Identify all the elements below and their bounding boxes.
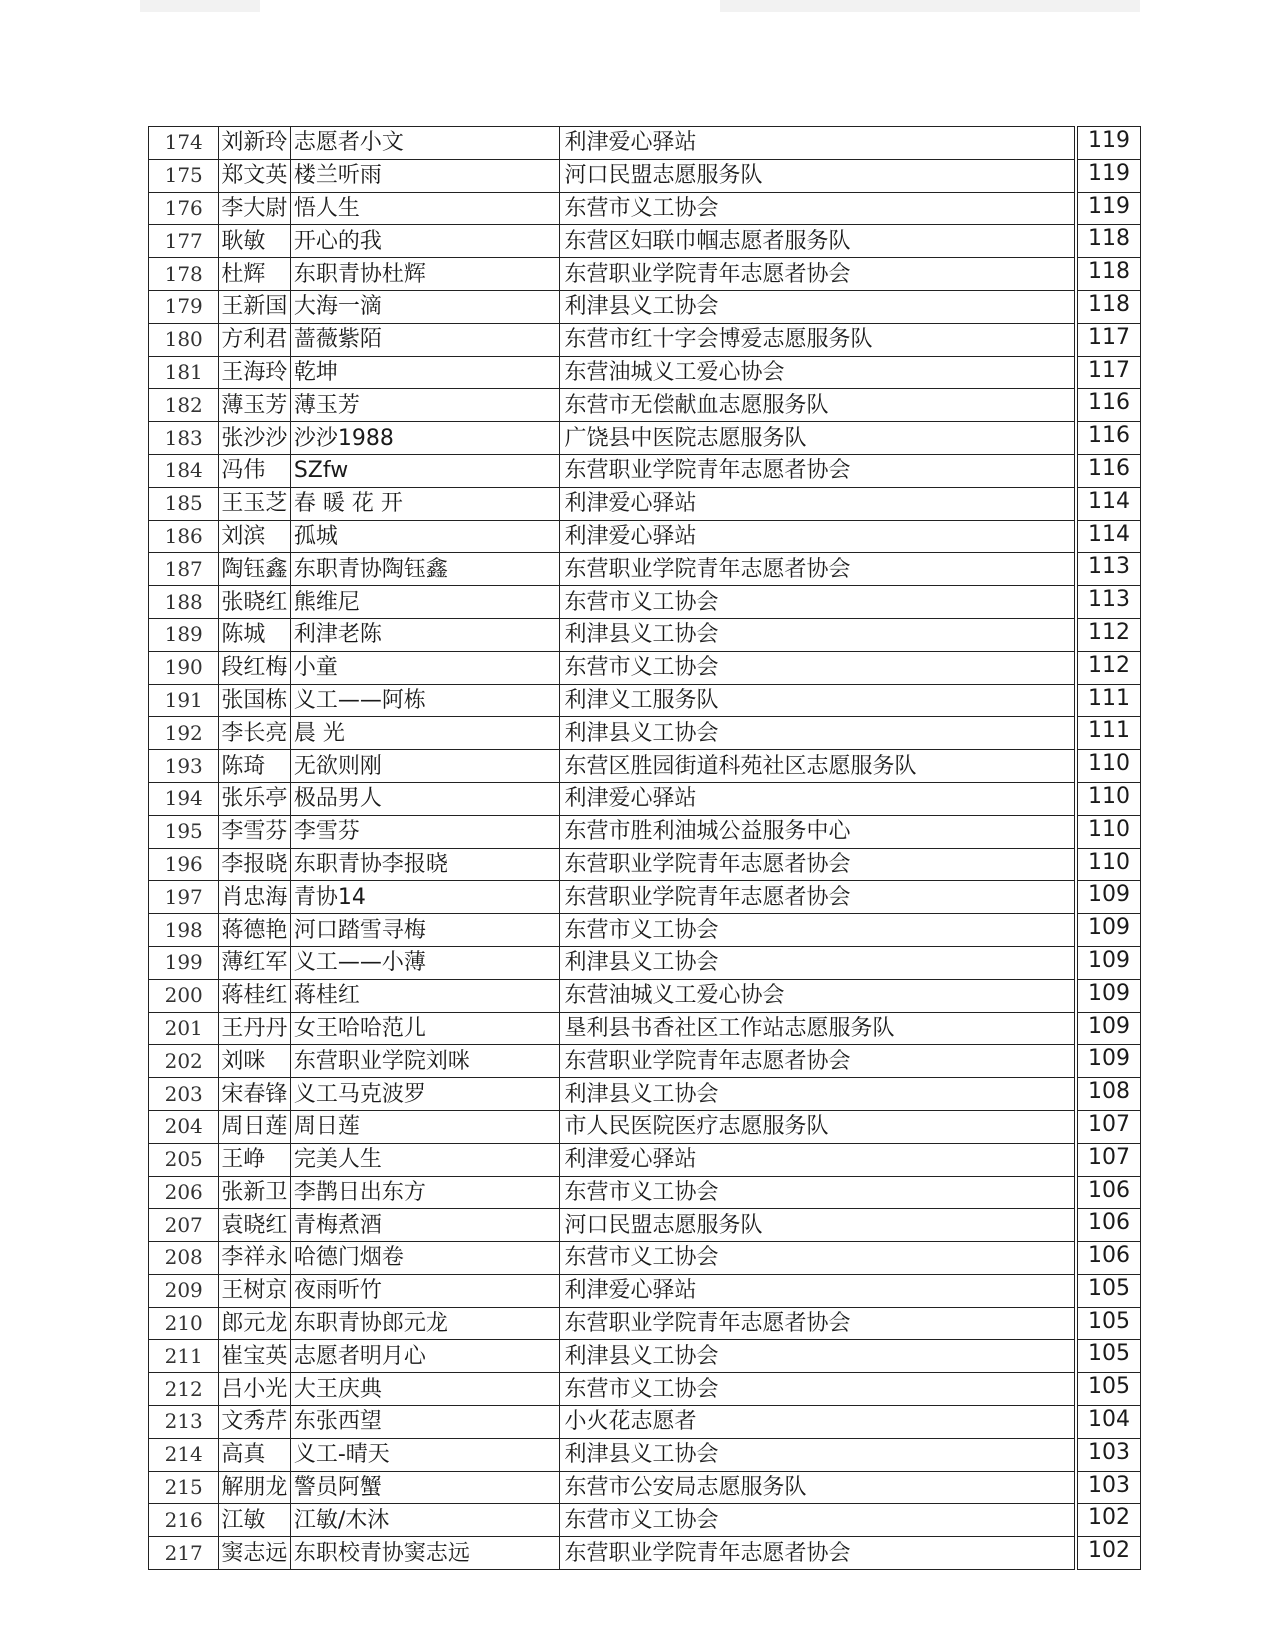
volunteer-nickname-cell: 蒋桂红 — [290, 979, 560, 1012]
organization-cell: 东营职业学院青年志愿者协会 — [560, 848, 1076, 881]
rank-number-cell: 181 — [149, 356, 219, 389]
score-cell: 110 — [1076, 848, 1140, 881]
score-cell: 109 — [1076, 881, 1140, 914]
table-row — [149, 356, 1141, 389]
organization-cell: 东营区妇联巾帼志愿者服务队 — [560, 225, 1076, 258]
table-row — [149, 1307, 1141, 1340]
table-row — [149, 290, 1141, 323]
score-cell: 109 — [1076, 914, 1140, 947]
score-cell: 110 — [1076, 815, 1140, 848]
volunteer-name-cell: 李大尉 — [219, 192, 290, 225]
volunteer-name-cell: 江敏 — [219, 1504, 290, 1537]
organization-cell: 东营市义工协会 — [560, 651, 1076, 684]
volunteer-name-cell: 陈城 — [219, 618, 290, 651]
rank-number-cell: 178 — [149, 258, 219, 291]
table-row — [149, 1537, 1141, 1570]
volunteer-nickname-cell: 大海一滴 — [290, 290, 560, 323]
rank-number-cell: 179 — [149, 290, 219, 323]
rank-number-cell: 214 — [149, 1438, 219, 1471]
volunteer-nickname-cell: 熊维尼 — [290, 586, 560, 619]
rank-number-cell: 216 — [149, 1504, 219, 1537]
rank-number-cell: 198 — [149, 914, 219, 947]
table-row — [149, 1176, 1141, 1209]
rank-number-cell: 217 — [149, 1537, 219, 1570]
organization-cell: 东营市红十字会博爱志愿服务队 — [560, 323, 1076, 356]
table-row — [149, 618, 1141, 651]
table-row — [149, 389, 1141, 422]
rank-number-cell: 190 — [149, 651, 219, 684]
volunteer-nickname-cell: 李雪芬 — [290, 815, 560, 848]
score-cell: 105 — [1076, 1307, 1140, 1340]
score-cell: 106 — [1076, 1176, 1140, 1209]
organization-cell: 东营职业学院青年志愿者协会 — [560, 881, 1076, 914]
table-row — [149, 1012, 1141, 1045]
organization-cell: 河口民盟志愿服务队 — [560, 159, 1076, 192]
volunteer-nickname-cell: 江敏/木沐 — [290, 1504, 560, 1537]
table-row — [149, 487, 1141, 520]
score-cell: 105 — [1076, 1373, 1140, 1406]
score-cell: 110 — [1076, 750, 1140, 783]
score-cell: 116 — [1076, 389, 1140, 422]
table-row — [149, 192, 1141, 225]
table-row — [149, 782, 1141, 815]
organization-cell: 市人民医院医疗志愿服务队 — [560, 1110, 1076, 1143]
volunteer-nickname-cell: 蔷薇紫陌 — [290, 323, 560, 356]
rank-number-cell: 199 — [149, 946, 219, 979]
volunteer-name-cell: 王海玲 — [219, 356, 290, 389]
score-cell: 102 — [1076, 1504, 1140, 1537]
score-cell: 111 — [1076, 684, 1140, 717]
rank-number-cell: 182 — [149, 389, 219, 422]
volunteer-nickname-cell: 孤城 — [290, 520, 560, 553]
organization-cell: 利津爱心驿站 — [560, 782, 1076, 815]
table-row — [149, 1209, 1141, 1242]
organization-cell: 东营市义工协会 — [560, 1176, 1076, 1209]
score-cell: 104 — [1076, 1406, 1140, 1439]
organization-cell: 东营职业学院青年志愿者协会 — [560, 1307, 1076, 1340]
rank-number-cell: 187 — [149, 553, 219, 586]
score-cell: 107 — [1076, 1110, 1140, 1143]
volunteer-name-cell: 郑文英 — [219, 159, 290, 192]
organization-cell: 东营油城义工爱心协会 — [560, 356, 1076, 389]
rank-number-cell: 205 — [149, 1143, 219, 1176]
volunteer-nickname-cell: 乾坤 — [290, 356, 560, 389]
rank-number-cell: 207 — [149, 1209, 219, 1242]
organization-cell: 东营市义工协会 — [560, 1242, 1076, 1275]
rank-number-cell: 202 — [149, 1045, 219, 1078]
volunteer-name-cell: 李雪芬 — [219, 815, 290, 848]
volunteer-name-cell: 文秀芹 — [219, 1406, 290, 1439]
rank-number-cell: 186 — [149, 520, 219, 553]
score-cell: 114 — [1076, 487, 1140, 520]
volunteer-name-cell: 刘滨 — [219, 520, 290, 553]
volunteer-nickname-cell: 楼兰听雨 — [290, 159, 560, 192]
volunteer-name-cell: 薄红军 — [219, 946, 290, 979]
organization-cell: 利津县义工协会 — [560, 290, 1076, 323]
volunteer-name-cell: 陶钰鑫 — [219, 553, 290, 586]
organization-cell: 东营市义工协会 — [560, 1504, 1076, 1537]
volunteer-nickname-cell: 警员阿蟹 — [290, 1471, 560, 1504]
score-cell: 109 — [1076, 946, 1140, 979]
table-row — [149, 1471, 1141, 1504]
rank-number-cell: 195 — [149, 815, 219, 848]
rank-number-cell: 211 — [149, 1340, 219, 1373]
volunteer-nickname-cell: 沙沙1988 — [290, 422, 560, 455]
rank-number-cell: 193 — [149, 750, 219, 783]
scan-artifact — [720, 0, 1140, 12]
volunteer-nickname-cell: 义工——小薄 — [290, 946, 560, 979]
volunteer-nickname-cell: 极品男人 — [290, 782, 560, 815]
rank-number-cell: 194 — [149, 782, 219, 815]
volunteer-name-cell: 吕小光 — [219, 1373, 290, 1406]
volunteer-name-cell: 王新国 — [219, 290, 290, 323]
table-row — [149, 979, 1141, 1012]
rank-number-cell: 213 — [149, 1406, 219, 1439]
score-cell: 105 — [1076, 1274, 1140, 1307]
table-row — [149, 422, 1141, 455]
score-cell: 109 — [1076, 979, 1140, 1012]
score-cell: 119 — [1076, 192, 1140, 225]
score-cell: 106 — [1076, 1209, 1140, 1242]
organization-cell: 利津爱心驿站 — [560, 1274, 1076, 1307]
table-row — [149, 1110, 1141, 1143]
volunteer-nickname-cell: 东职青协杜辉 — [290, 258, 560, 291]
score-cell: 102 — [1076, 1537, 1140, 1570]
volunteer-name-cell: 李祥永 — [219, 1242, 290, 1275]
table-row — [149, 258, 1141, 291]
organization-cell: 东营市义工协会 — [560, 914, 1076, 947]
ranking-table-body — [149, 127, 1141, 1570]
volunteer-nickname-cell: 夜雨听竹 — [290, 1274, 560, 1307]
volunteer-nickname-cell: 河口踏雪寻梅 — [290, 914, 560, 947]
volunteer-name-cell: 刘新玲 — [219, 127, 290, 160]
volunteer-name-cell: 肖忠海 — [219, 881, 290, 914]
organization-cell: 东营市无偿献血志愿服务队 — [560, 389, 1076, 422]
volunteer-name-cell: 袁晓红 — [219, 1209, 290, 1242]
score-cell: 113 — [1076, 553, 1140, 586]
organization-cell: 利津县义工协会 — [560, 618, 1076, 651]
rank-number-cell: 174 — [149, 127, 219, 160]
score-cell: 106 — [1076, 1242, 1140, 1275]
organization-cell: 利津县义工协会 — [560, 946, 1076, 979]
table-row — [149, 848, 1141, 881]
volunteer-nickname-cell: 周日莲 — [290, 1110, 560, 1143]
organization-cell: 利津爱心驿站 — [560, 487, 1076, 520]
rank-number-cell: 210 — [149, 1307, 219, 1340]
volunteer-name-cell: 薄玉芳 — [219, 389, 290, 422]
table-row — [149, 946, 1141, 979]
rank-number-cell: 184 — [149, 454, 219, 487]
rank-number-cell: 206 — [149, 1176, 219, 1209]
table-row — [149, 651, 1141, 684]
score-cell: 119 — [1076, 159, 1140, 192]
organization-cell: 利津县义工协会 — [560, 1078, 1076, 1111]
score-cell: 116 — [1076, 454, 1140, 487]
volunteer-nickname-cell: 无欲则刚 — [290, 750, 560, 783]
volunteer-nickname-cell: 东营职业学院刘咪 — [290, 1045, 560, 1078]
volunteer-nickname-cell: 大王庆典 — [290, 1373, 560, 1406]
volunteer-name-cell: 王峥 — [219, 1143, 290, 1176]
volunteer-name-cell: 陈琦 — [219, 750, 290, 783]
volunteer-name-cell: 段红梅 — [219, 651, 290, 684]
organization-cell: 东营区胜园街道科苑社区志愿服务队 — [560, 750, 1076, 783]
volunteer-name-cell: 宋春锋 — [219, 1078, 290, 1111]
table-row — [149, 454, 1141, 487]
organization-cell: 利津县义工协会 — [560, 1438, 1076, 1471]
rank-number-cell: 185 — [149, 487, 219, 520]
table-row — [149, 1274, 1141, 1307]
volunteer-nickname-cell: 义工马克波罗 — [290, 1078, 560, 1111]
table-row — [149, 1504, 1141, 1537]
score-cell: 117 — [1076, 356, 1140, 389]
table-row — [149, 684, 1141, 717]
organization-cell: 利津义工服务队 — [560, 684, 1076, 717]
rank-number-cell: 177 — [149, 225, 219, 258]
volunteer-name-cell: 解朋龙 — [219, 1471, 290, 1504]
organization-cell: 东营职业学院青年志愿者协会 — [560, 258, 1076, 291]
table-row — [149, 1340, 1141, 1373]
organization-cell: 利津爱心驿站 — [560, 520, 1076, 553]
score-cell: 112 — [1076, 651, 1140, 684]
volunteer-name-cell: 张国栋 — [219, 684, 290, 717]
volunteer-name-cell: 张新卫 — [219, 1176, 290, 1209]
volunteer-name-cell: 蒋德艳 — [219, 914, 290, 947]
volunteer-nickname-cell: 利津老陈 — [290, 618, 560, 651]
organization-cell: 东营市公安局志愿服务队 — [560, 1471, 1076, 1504]
rank-number-cell: 203 — [149, 1078, 219, 1111]
score-cell: 118 — [1076, 290, 1140, 323]
rank-number-cell: 189 — [149, 618, 219, 651]
organization-cell: 利津县义工协会 — [560, 717, 1076, 750]
volunteer-nickname-cell: 哈德门烟卷 — [290, 1242, 560, 1275]
volunteer-name-cell: 方利君 — [219, 323, 290, 356]
volunteer-name-cell: 李报晓 — [219, 848, 290, 881]
volunteer-nickname-cell: 春 暖 花 开 — [290, 487, 560, 520]
volunteer-nickname-cell: 东职青协郎元龙 — [290, 1307, 560, 1340]
table-row — [149, 1045, 1141, 1078]
score-cell: 117 — [1076, 323, 1140, 356]
rank-number-cell: 197 — [149, 881, 219, 914]
table-row — [149, 553, 1141, 586]
rank-number-cell: 191 — [149, 684, 219, 717]
volunteer-name-cell: 冯伟 — [219, 454, 290, 487]
rank-number-cell: 180 — [149, 323, 219, 356]
volunteer-nickname-cell: 悟人生 — [290, 192, 560, 225]
volunteer-name-cell: 高真 — [219, 1438, 290, 1471]
volunteer-name-cell: 窦志远 — [219, 1537, 290, 1570]
table-row — [149, 586, 1141, 619]
table-row — [149, 520, 1141, 553]
volunteer-nickname-cell: 青梅煮酒 — [290, 1209, 560, 1242]
organization-cell: 东营职业学院青年志愿者协会 — [560, 454, 1076, 487]
volunteer-nickname-cell: 完美人生 — [290, 1143, 560, 1176]
scan-artifact — [140, 0, 260, 12]
rank-number-cell: 201 — [149, 1012, 219, 1045]
rank-number-cell: 183 — [149, 422, 219, 455]
rank-number-cell: 192 — [149, 717, 219, 750]
organization-cell: 垦利县书香社区工作站志愿服务队 — [560, 1012, 1076, 1045]
volunteer-nickname-cell: 志愿者明月心 — [290, 1340, 560, 1373]
score-cell: 107 — [1076, 1143, 1140, 1176]
organization-cell: 东营职业学院青年志愿者协会 — [560, 1537, 1076, 1570]
organization-cell: 小火花志愿者 — [560, 1406, 1076, 1439]
table-row — [149, 1373, 1141, 1406]
organization-cell: 东营市义工协会 — [560, 1373, 1076, 1406]
volunteer-nickname-cell: 义工-晴天 — [290, 1438, 560, 1471]
volunteer-nickname-cell: 东张西望 — [290, 1406, 560, 1439]
volunteer-name-cell: 蒋桂红 — [219, 979, 290, 1012]
volunteer-name-cell: 周日莲 — [219, 1110, 290, 1143]
score-cell: 111 — [1076, 717, 1140, 750]
volunteer-name-cell: 耿敏 — [219, 225, 290, 258]
volunteer-nickname-cell: 义工——阿栋 — [290, 684, 560, 717]
volunteer-nickname-cell: 志愿者小文 — [290, 127, 560, 160]
volunteer-nickname-cell: 东职校青协窦志远 — [290, 1537, 560, 1570]
score-cell: 109 — [1076, 1045, 1140, 1078]
score-cell: 112 — [1076, 618, 1140, 651]
volunteer-nickname-cell: 东职青协陶钰鑫 — [290, 553, 560, 586]
volunteer-nickname-cell: 薄玉芳 — [290, 389, 560, 422]
volunteer-nickname-cell: SZfw — [290, 454, 560, 487]
table-row — [149, 815, 1141, 848]
ranking-table — [148, 126, 1141, 1570]
volunteer-name-cell: 刘咪 — [219, 1045, 290, 1078]
rank-number-cell: 209 — [149, 1274, 219, 1307]
volunteer-name-cell: 王丹丹 — [219, 1012, 290, 1045]
rank-number-cell: 212 — [149, 1373, 219, 1406]
volunteer-name-cell: 杜辉 — [219, 258, 290, 291]
organization-cell: 利津爱心驿站 — [560, 1143, 1076, 1176]
score-cell: 118 — [1076, 225, 1140, 258]
volunteer-nickname-cell: 青协14 — [290, 881, 560, 914]
volunteer-nickname-cell: 开心的我 — [290, 225, 560, 258]
rank-number-cell: 176 — [149, 192, 219, 225]
organization-cell: 东营职业学院青年志愿者协会 — [560, 1045, 1076, 1078]
volunteer-name-cell: 王树京 — [219, 1274, 290, 1307]
rank-number-cell: 215 — [149, 1471, 219, 1504]
table-row — [149, 225, 1141, 258]
score-cell: 116 — [1076, 422, 1140, 455]
organization-cell: 东营市胜利油城公益服务中心 — [560, 815, 1076, 848]
organization-cell: 广饶县中医院志愿服务队 — [560, 422, 1076, 455]
score-cell: 108 — [1076, 1078, 1140, 1111]
table-row — [149, 159, 1141, 192]
table-row — [149, 1078, 1141, 1111]
score-cell: 110 — [1076, 782, 1140, 815]
table-row — [149, 750, 1141, 783]
volunteer-nickname-cell: 女王哈哈范儿 — [290, 1012, 560, 1045]
table-row — [149, 1438, 1141, 1471]
rank-number-cell: 208 — [149, 1242, 219, 1275]
table-row — [149, 1143, 1141, 1176]
table-row — [149, 127, 1141, 160]
organization-cell: 河口民盟志愿服务队 — [560, 1209, 1076, 1242]
volunteer-name-cell: 张晓红 — [219, 586, 290, 619]
table-row — [149, 881, 1141, 914]
organization-cell: 利津县义工协会 — [560, 1340, 1076, 1373]
score-cell: 114 — [1076, 520, 1140, 553]
volunteer-nickname-cell: 李鹊日出东方 — [290, 1176, 560, 1209]
organization-cell: 东营油城义工爱心协会 — [560, 979, 1076, 1012]
volunteer-name-cell: 王玉芝 — [219, 487, 290, 520]
score-cell: 113 — [1076, 586, 1140, 619]
score-cell: 118 — [1076, 258, 1140, 291]
volunteer-nickname-cell: 小童 — [290, 651, 560, 684]
score-cell: 105 — [1076, 1340, 1140, 1373]
organization-cell: 东营职业学院青年志愿者协会 — [560, 553, 1076, 586]
table-row — [149, 1406, 1141, 1439]
organization-cell: 东营市义工协会 — [560, 192, 1076, 225]
table-row — [149, 323, 1141, 356]
rank-number-cell: 204 — [149, 1110, 219, 1143]
rank-number-cell: 200 — [149, 979, 219, 1012]
volunteer-nickname-cell: 东职青协李报晓 — [290, 848, 560, 881]
volunteer-name-cell: 张沙沙 — [219, 422, 290, 455]
volunteer-name-cell: 张乐亭 — [219, 782, 290, 815]
volunteer-nickname-cell: 晨 光 — [290, 717, 560, 750]
table-row — [149, 1242, 1141, 1275]
rank-number-cell: 175 — [149, 159, 219, 192]
rank-number-cell: 188 — [149, 586, 219, 619]
volunteer-name-cell: 崔宝英 — [219, 1340, 290, 1373]
table-row — [149, 914, 1141, 947]
score-cell: 119 — [1076, 127, 1140, 160]
volunteer-name-cell: 郎元龙 — [219, 1307, 290, 1340]
score-cell: 109 — [1076, 1012, 1140, 1045]
volunteer-name-cell: 李长亮 — [219, 717, 290, 750]
score-cell: 103 — [1076, 1438, 1140, 1471]
score-cell: 103 — [1076, 1471, 1140, 1504]
organization-cell: 东营市义工协会 — [560, 586, 1076, 619]
table-row — [149, 717, 1141, 750]
organization-cell: 利津爱心驿站 — [560, 127, 1076, 160]
ranking-table-container — [148, 126, 1141, 1632]
rank-number-cell: 196 — [149, 848, 219, 881]
